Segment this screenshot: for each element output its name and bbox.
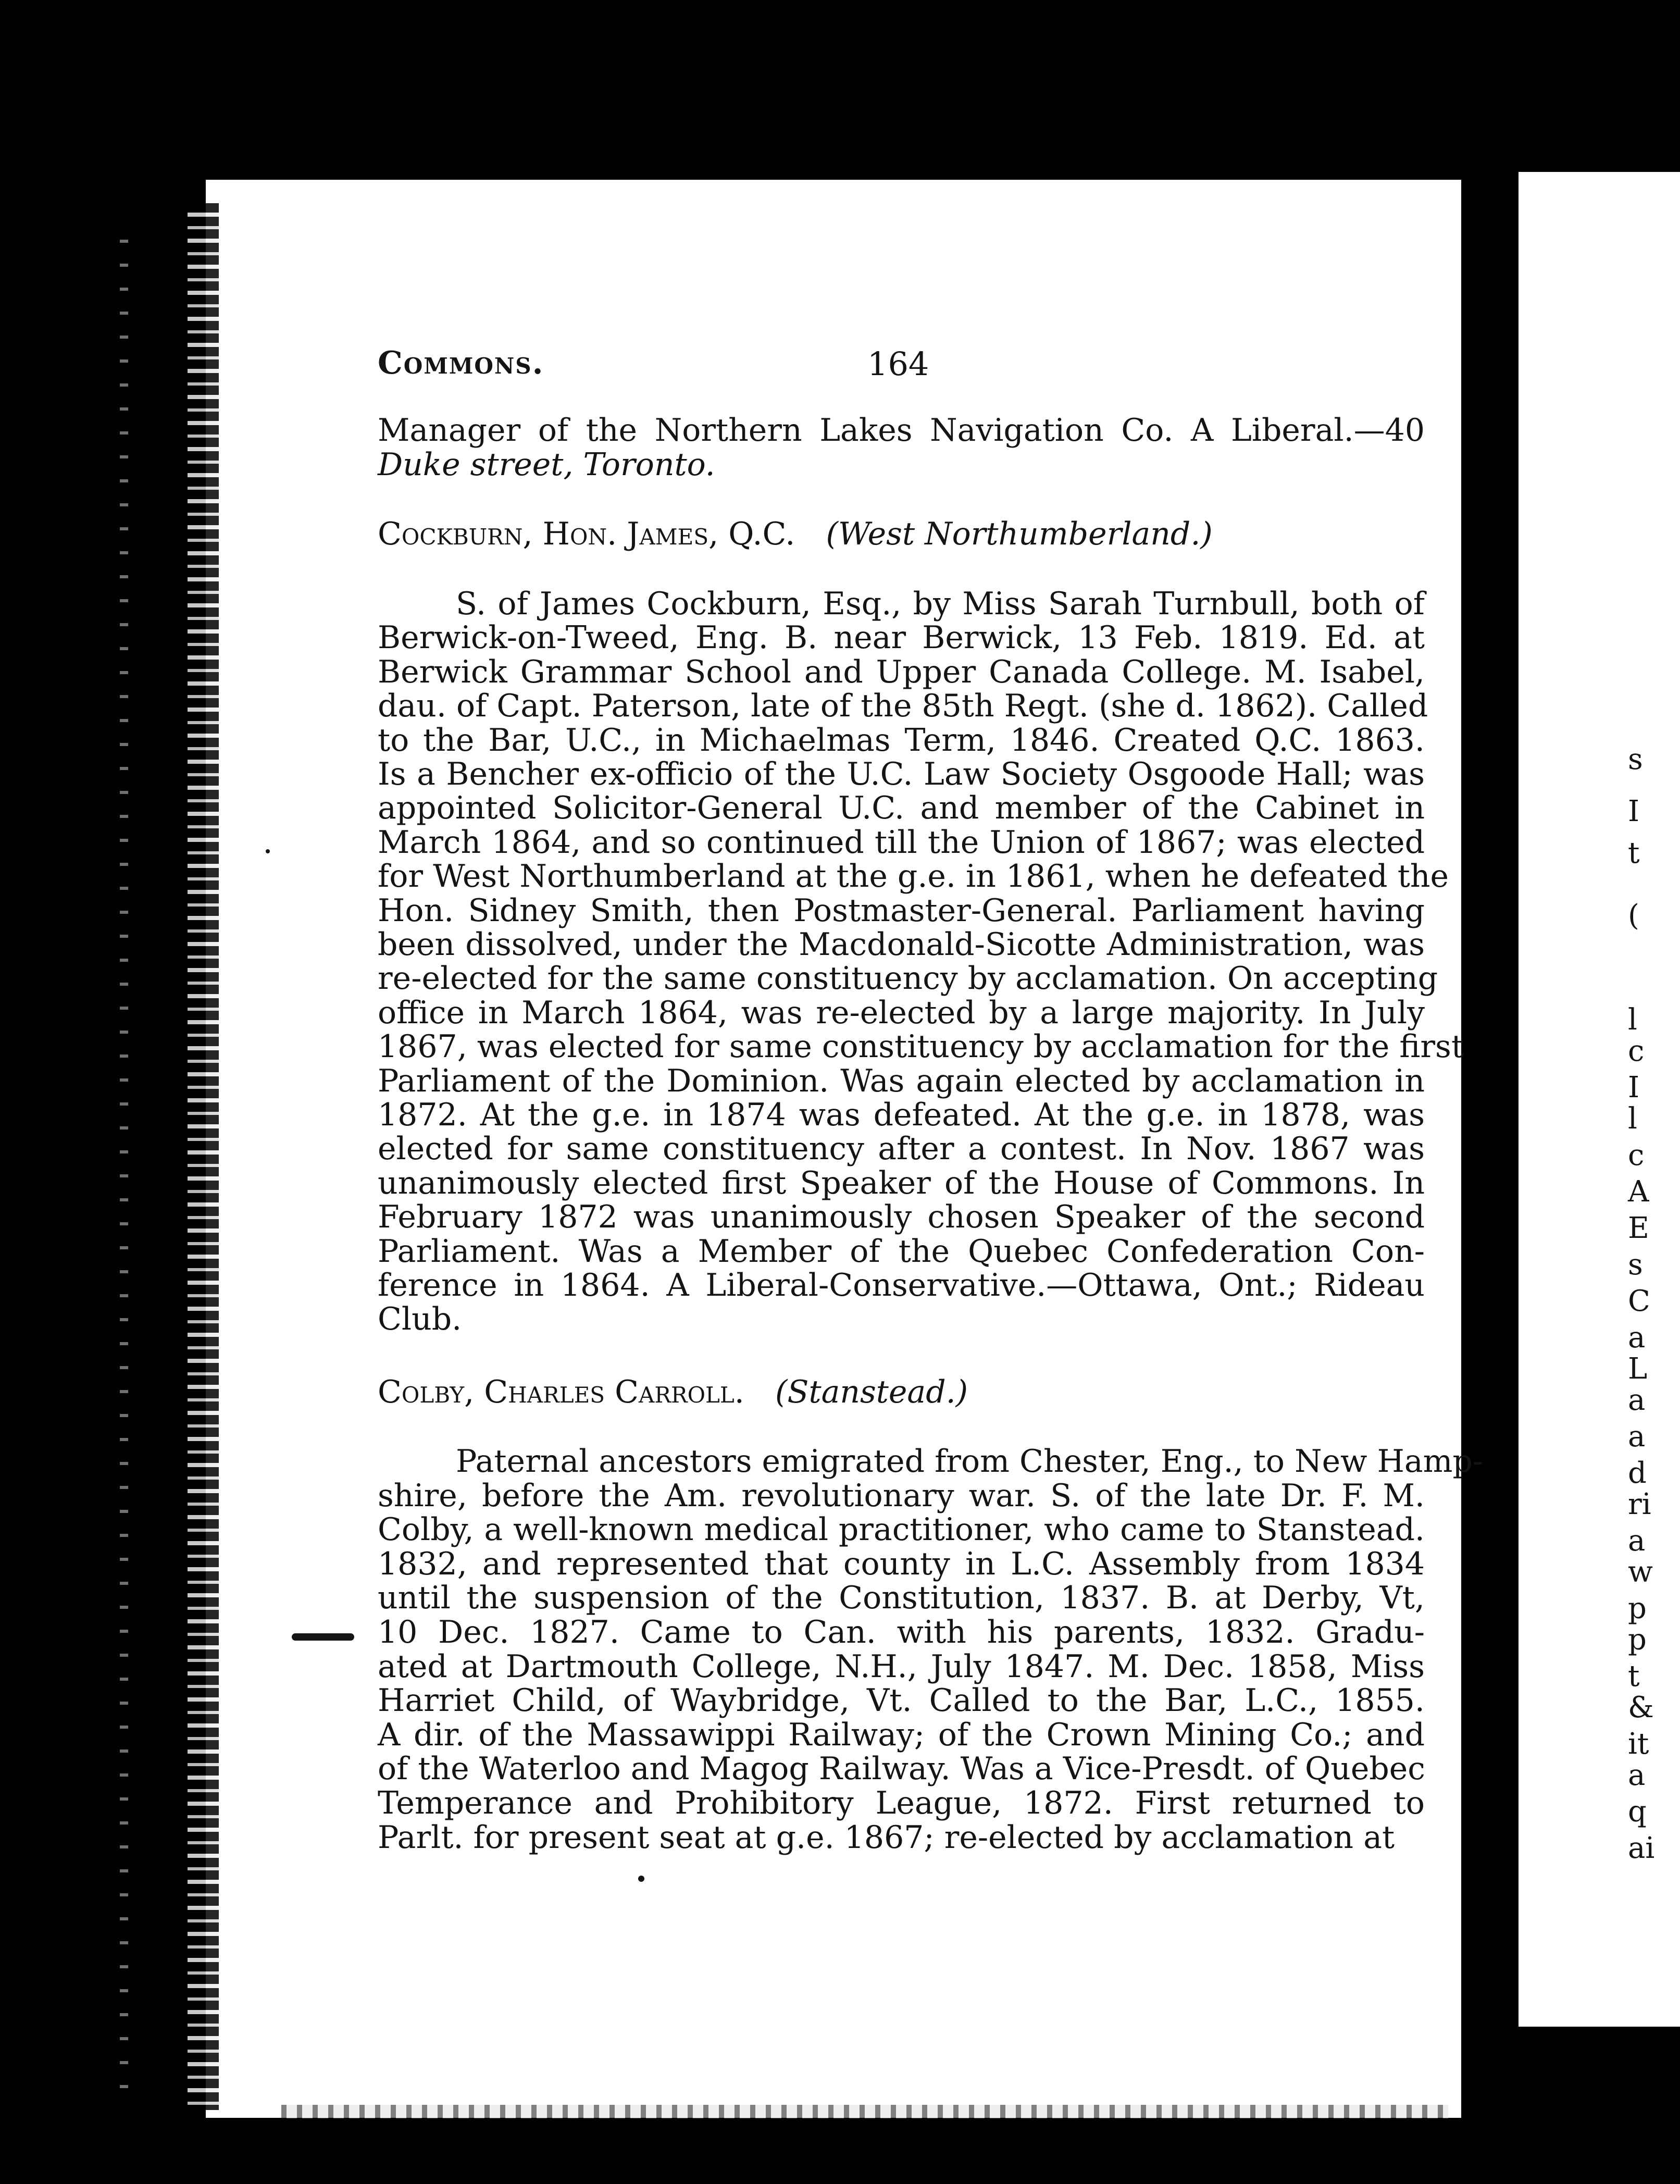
text-line: unanimously elected first Speaker of the House of Commons. In	[378, 1164, 1425, 1201]
entry-heading	[378, 1375, 968, 1409]
ink-speck	[266, 849, 270, 853]
text-line: ated at Dartmouth College, N.H., July 1847. M. Dec. 1858, Miss	[378, 1648, 1425, 1685]
running-header	[378, 345, 1425, 381]
text-line: 10 Dec. 1827. Came to Can. with his parents, 1832. Gradu-	[378, 1614, 1425, 1651]
adjacent-page-fragment: w	[1628, 1555, 1653, 1589]
adjacent-page-fragment: (	[1628, 899, 1639, 933]
text-line: of the Waterloo and Magog Railway. Was a Vice-Presdt. of Quebec	[378, 1751, 1425, 1788]
adjacent-page-fragment: d	[1628, 1456, 1647, 1490]
adjacent-page-fragment: s	[1628, 1248, 1643, 1282]
entry-name: Cockburn, Hon. James, Q.C.	[378, 516, 795, 552]
adjacent-page-fragment: I	[1628, 1071, 1640, 1105]
text-line: appointed Solicitor-General U.C. and member of the Cabinet in	[378, 790, 1425, 827]
adjacent-page-fragment: c	[1628, 1034, 1645, 1068]
adjacent-page-fragment: l	[1628, 1102, 1637, 1136]
text-line: Colby, a well-known medical practitioner, who came to Stanstead.	[378, 1511, 1425, 1548]
text-line: Temperance and Prohibitory League, 1872. First returned to	[378, 1785, 1425, 1821]
text-line: until the suspension of the Constitution, 1837. B. at Derby, Vt,	[378, 1580, 1425, 1617]
adjacent-page-fragment: q	[1628, 1795, 1647, 1829]
text-line: 1867, was elected for same constituency by acclamation for the first	[378, 1028, 1464, 1065]
entry-constituency: (West Northumberland.)	[826, 516, 1213, 552]
text-line: 1872. At the g.e. in 1874 was defeated. At the g.e. in 1878, was	[378, 1097, 1425, 1133]
adjacent-page-fragment: L	[1628, 1352, 1648, 1386]
adjacent-page-fragment: C	[1628, 1284, 1650, 1318]
page-number: 164	[867, 345, 929, 383]
text-line: A dir. of the Massawippi Railway; of the Crown Mining Co.; and	[378, 1716, 1425, 1753]
text-line: to the Bar, U.C., in Michaelmas Term, 1846. Created Q.C. 1863.	[378, 722, 1425, 759]
adjacent-page-fragment: it	[1628, 1727, 1649, 1761]
section-title: Commons.	[378, 345, 544, 381]
text-line: dau. of Capt. Paterson, late of the 85th Regt. (she d. 1862). Called	[378, 688, 1428, 725]
text-line: shire, before the Am. revolutionary war. S. of the late Dr. F. M.	[378, 1477, 1425, 1514]
adjacent-page-fragment: a	[1628, 1420, 1646, 1454]
binding-edge	[188, 203, 219, 2110]
entry-constituency: (Stanstead.)	[775, 1374, 968, 1410]
text-line: Duke street, Toronto.	[378, 446, 715, 483]
text-line: Berwick Grammar School and Upper Canada College. M. Isabel,	[378, 653, 1425, 690]
adjacent-page-fragment: p	[1628, 1592, 1647, 1625]
adjacent-page-fragment: I	[1628, 795, 1640, 828]
text-line: Harriet Child, of Waybridge, Vt. Called to the Bar, L.C., 1855.	[378, 1682, 1425, 1719]
entry-heading	[378, 517, 1213, 551]
adjacent-page-fragment: a	[1628, 1524, 1646, 1558]
adjacent-page-fragment: a	[1628, 1383, 1646, 1417]
page-bottom-edge	[281, 2105, 1448, 2118]
text-line: Parlt. for present seat at g.e. 1867; re-elected by acclamation at	[378, 1819, 1395, 1856]
text-line: Is a Bencher ex-officio of the U.C. Law Society Osgoode Hall; was	[378, 756, 1425, 792]
adjacent-page-fragment: &	[1628, 1691, 1654, 1724]
text-line: office in March 1864, was re-elected by a large majority. In July	[378, 994, 1425, 1031]
margin-pointer-mark	[292, 1633, 354, 1641]
text-line: Manager of the Northern Lakes Navigation Co. A Liberal.—40	[378, 412, 1425, 449]
text-line: Club.	[378, 1301, 462, 1338]
adjacent-page-fragment: t	[1628, 836, 1640, 870]
adjacent-page-fragment: A	[1628, 1175, 1649, 1209]
text-line: S. of James Cockburn, Esq., by Miss Sarah Turnbull, both of	[456, 586, 1425, 622]
text-line: Parliament. Was a Member of the Quebec Confederation Con-	[378, 1233, 1425, 1270]
text-line: 1832, and represented that county in L.C. Assembly from 1834	[378, 1545, 1425, 1582]
adjacent-page-fragment: ai	[1628, 1831, 1655, 1865]
text-line: elected for same constituency after a contest. In Nov. 1867 was	[378, 1131, 1425, 1168]
entry-name: Colby, Charles Carroll.	[378, 1374, 744, 1410]
text-line: March 1864, and so continued till the Union of 1867; was elected	[378, 824, 1425, 861]
adjacent-page-fragment: a	[1628, 1758, 1646, 1792]
adjacent-page-fragment: a	[1628, 1321, 1646, 1355]
text-line: Berwick-on-Tweed, Eng. B. near Berwick, 13 Feb. 1819. Ed. at	[378, 619, 1425, 656]
text-line: Paternal ancestors emigrated from Chester, Eng., to New Hamp-	[456, 1443, 1484, 1480]
ink-speck	[638, 1876, 644, 1882]
adjacent-page-fragment: E	[1628, 1211, 1649, 1245]
text-line: been dissolved, under the Macdonald-Sicotte Administration, was	[378, 926, 1425, 963]
adjacent-page-fragment: c	[1628, 1138, 1645, 1172]
adjacent-page-text	[1628, 0, 1680, 2184]
text-line: for West Northumberland at the g.e. in 1861, when he defeated the	[378, 858, 1449, 895]
text-line: Parliament of the Dominion. Was again elected by acclamation in	[378, 1062, 1425, 1099]
adjacent-page-fragment: l	[1628, 1003, 1637, 1037]
adjacent-page-fragment: s	[1628, 742, 1643, 776]
text-line: February 1872 was unanimously chosen Speaker of the second	[378, 1199, 1425, 1236]
binding-shadow-outer	[120, 219, 128, 2105]
adjacent-page-fragment: ri	[1628, 1487, 1651, 1521]
text-line: Hon. Sidney Smith, then Postmaster-General. Parliament having	[378, 892, 1425, 929]
text-line: ference in 1864. A Liberal-Conservative.—Ottawa, Ont.; Rideau	[378, 1267, 1425, 1304]
text-line: re-elected for the same constituency by acclamation. On accepting	[378, 960, 1438, 997]
adjacent-page-fragment: t	[1628, 1659, 1640, 1693]
adjacent-page-fragment: p	[1628, 1623, 1647, 1657]
